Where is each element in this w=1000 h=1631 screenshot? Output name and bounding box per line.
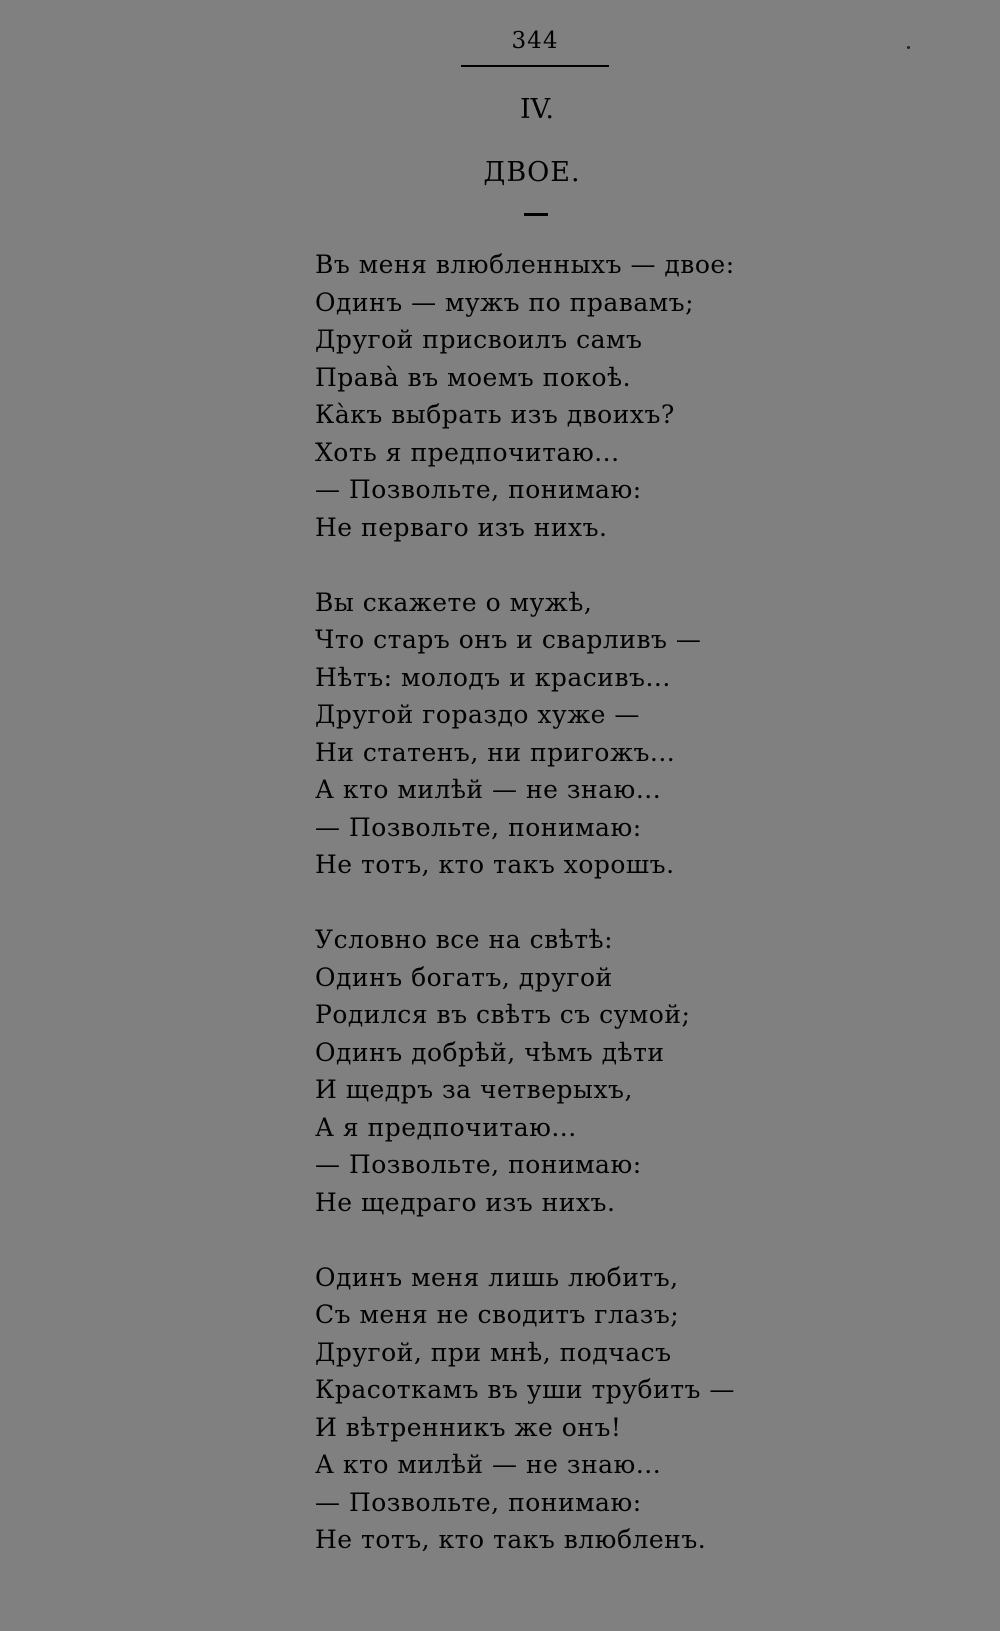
stanza-2 [315,584,795,884]
poem-line: Хоть я предпочитаю... [315,437,620,467]
poem-line: Условно все на свѣтѣ: [315,925,614,954]
poem-line: Другой гораздо хуже — [315,700,640,729]
poem-line: И щедръ за четверыхъ, [315,1075,633,1104]
poem-line: Не тотъ, кто такъ влюбленъ. [315,1525,707,1554]
poem-line: Не тотъ, кто такъ хорошъ. [315,850,675,879]
poem-line: А кто милѣй — не знаю... [315,775,662,804]
poem-line: Одинъ — мужъ по правамъ; [315,287,695,317]
page-number: 344 [511,28,559,54]
poem-line: Родился въ свѣтъ съ сумой; [315,1000,691,1029]
poem-line: А я предпочитаю... [315,1112,577,1142]
poem-line: Другой, при мнѣ, подчасъ [315,1337,672,1367]
poem-line: — Позвольте, понимаю: [315,812,642,842]
poem-body [315,246,795,1596]
stanza-1 [315,246,795,546]
poem-line: Одинъ добрѣй, чѣмъ дѣти [315,1037,665,1067]
poem-line: Ни статенъ, ни пригожъ... [315,737,676,767]
poem-line: Съ меня не сводитъ глазъ; [315,1300,680,1329]
poem-line: — Позвольте, понимаю: [315,1487,642,1517]
poem-line: Нѣтъ: молодъ и красивъ... [315,662,671,692]
stanza-3 [315,921,795,1221]
header-rule [461,65,609,67]
poem-line: Не перваго изъ нихъ. [315,512,608,542]
poem-line: А кто милѣй — не знаю... [315,1450,662,1479]
poem-line: Права̀ въ моемъ покоѣ. [315,362,632,392]
poem-line: Красоткамъ въ уши трубитъ — [315,1375,735,1404]
poem-line: Вы скажете о мужѣ, [315,587,593,617]
poem-line: Одинъ меня лишь любитъ, [315,1262,679,1292]
poem-title: ДВОЕ. [483,157,581,188]
poem-line: — Позвольте, понимаю: [315,1150,642,1179]
title-dash [524,213,548,216]
poem-line: — Позвольте, понимаю: [315,475,642,504]
poem-line: Ка̀къ выбрать изъ двоихъ? [315,400,675,429]
poem-line: Что старъ онъ и сварливъ — [315,625,702,654]
stanza-4 [315,1259,795,1559]
poem-line: Въ меня влюбленныхъ — двое: [315,250,735,279]
print-speck [907,46,910,49]
poem-line: Не щедраго изъ нихъ. [315,1187,616,1217]
section-numeral: IV. [519,94,555,125]
poem-line: И вѣтренникъ же онъ! [315,1412,622,1442]
poem-line: Одинъ богатъ, другой [315,962,613,992]
poem-line: Другой присвоилъ самъ [315,325,643,354]
